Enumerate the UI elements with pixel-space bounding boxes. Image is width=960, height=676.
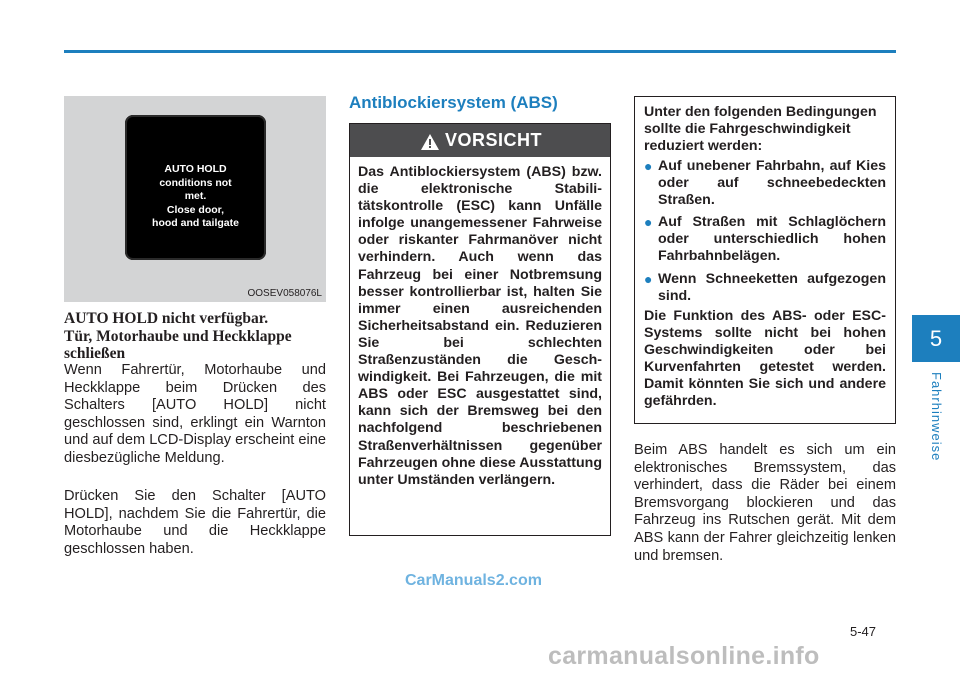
chapter-number: 5 — [929, 326, 943, 351]
page-number: 5-47 — [850, 624, 877, 639]
conditions-list — [644, 158, 886, 310]
condition-item — [644, 271, 886, 305]
conditions-box — [634, 96, 896, 424]
condition-text: Auf unebener Fahrbahn, auf Kies oder auf schneebedeckten Straßen. — [658, 158, 886, 209]
instrument-display-figure — [64, 96, 326, 302]
caution-box — [349, 123, 611, 536]
bullet-icon: ● — [644, 158, 653, 174]
caution-label: VORSICHT — [445, 130, 543, 150]
caution-text: Das Antiblockiersystem (ABS) bzw. die elektronische Stabilitätskontrolle (ESC) kann Unfälle infolge unangemessener Fahrweise oder riskanter Fahrmanöver nicht verhindern. Auch wenn das Fahrzeug bei einer Notbremsung besser kontrollierbar ist, halten Sie immer einen ausreichenden Sicherheitsabstand ein. Reduzieren Sie bei schlechten Straßenzuständen die Geschwindigkeit. Bei Fahrzeugen, die mit ABS oder ESC ausgestattet sind, kann sich der Bremsweg bei den nachfolgend beschriebenen Straßenverhältnissen gegenüber Fahrzeugen ohne diese Ausstattung unter Umständen verlängern. — [358, 164, 602, 488]
lcd-display — [125, 115, 266, 260]
figure-code: OOSEV058076L — [247, 288, 322, 299]
abs-description: Beim ABS handelt es sich um ein elektronisches Bremssystem, das verhindert, dass die Räder bei einem Bremsvorgang blockieren und das Fahrzeug ins Rutschen gerät. Mit dem ABS kann der Fahrer gleichzeitig lenken und bremsen. — [634, 442, 896, 564]
section-title: Antiblockiersystem (ABS) — [349, 93, 558, 112]
bullet-icon: ● — [644, 270, 653, 287]
watermark-link[interactable]: CarManuals2.com — [405, 572, 542, 589]
conditions-intro: Unter den folgenden Bedingungen sollte die Fahrgeschwindigkeit reduziert werden: — [644, 104, 877, 155]
bullet-icon: ● — [644, 214, 653, 231]
condition-text: Auf Straßen mit Schlaglöchern oder unterschiedlich hohen Fahrbahnbelägen. — [658, 214, 886, 265]
left-paragraph-2: Drücken Sie den Schalter [AUTO HOLD], nachdem Sie die Fahrertür, die Motorhaube und die Heckklappe geschlossen haben. — [64, 488, 326, 557]
lcd-message: AUTO HOLD conditions not met. Close door, hood and tailgate — [152, 163, 239, 229]
warning-triangle-icon — [421, 134, 439, 150]
conditions-outro: Die Funktion des ABS- oder ESC-Systems sollte nicht bei hohen Geschwindigkeiten oder bei Kurvenfahrten getestet werden. Damit könnten Sie sich und andere gefährden. — [644, 308, 886, 410]
condition-text: Wenn Schneeketten aufgezogen sind. — [658, 270, 886, 304]
header-rule — [64, 50, 896, 53]
condition-item — [644, 158, 886, 209]
footer-watermark: carmanualsonline.info — [548, 642, 820, 670]
left-paragraph-1: Wenn Fahrertür, Motorhaube und Heckklappe beim Drücken des Schalters [AUTO HOLD] nicht geschlossen sind, erklingt ein Warnton und auf dem LCD-Display erscheint eine diesbezügliche Meldung. — [64, 362, 327, 466]
condition-item — [644, 214, 886, 265]
caution-header — [350, 124, 610, 157]
chapter-tab[interactable] — [912, 315, 960, 362]
figure-caption: AUTO HOLD nicht verfügbar. Tür, Motorhaube und Heckklappe schließen — [64, 310, 292, 362]
chapter-title: Fahrhinweise — [929, 372, 944, 462]
